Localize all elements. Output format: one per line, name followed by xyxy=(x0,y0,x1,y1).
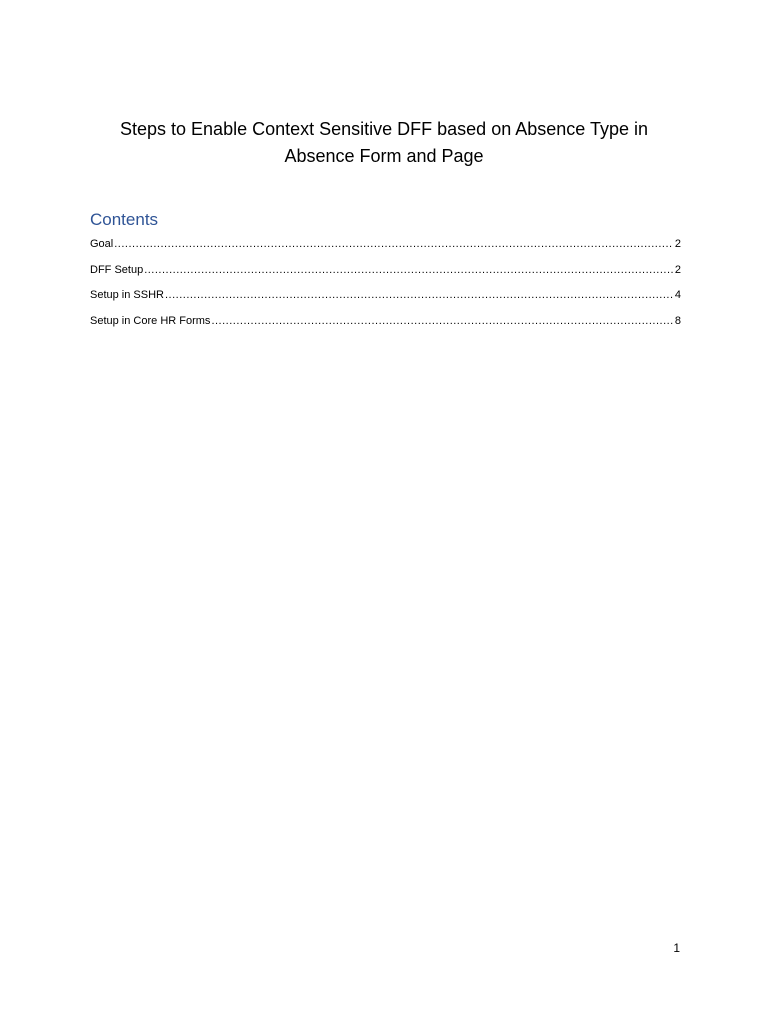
toc-entry-page: 2 xyxy=(674,263,681,276)
document-title xyxy=(100,116,668,170)
toc-dot-leader xyxy=(114,235,673,253)
toc-entry-goal[interactable] xyxy=(90,235,681,261)
toc-entry-setup-in-sshr[interactable] xyxy=(90,286,681,312)
toc-entry-label: Setup in SSHR xyxy=(90,289,164,301)
toc-entry-dff-setup[interactable] xyxy=(90,261,681,287)
toc-entry-page: 2 xyxy=(674,238,681,250)
document-title-line-2: Absence Form and Page xyxy=(284,146,484,166)
toc-dot-leader xyxy=(211,312,672,330)
toc-entry-page: 8 xyxy=(674,314,681,327)
toc-entry-label: Setup in Core HR Forms xyxy=(90,314,211,327)
table-of-contents xyxy=(90,235,681,337)
page-number: 1 xyxy=(673,941,680,955)
toc-dot-leader xyxy=(165,286,673,304)
toc-heading: Contents xyxy=(90,210,159,229)
toc-entry-setup-in-core-hr-forms[interactable] xyxy=(90,312,681,338)
toc-entry-label: DFF Setup xyxy=(90,263,144,276)
toc-dot-leader xyxy=(144,261,673,279)
document-title-line-1: Steps to Enable Context Sensitive DFF based on Absence Type in xyxy=(120,119,648,139)
toc-entry-label: Goal xyxy=(90,238,114,250)
toc-entry-page: 4 xyxy=(674,289,681,301)
